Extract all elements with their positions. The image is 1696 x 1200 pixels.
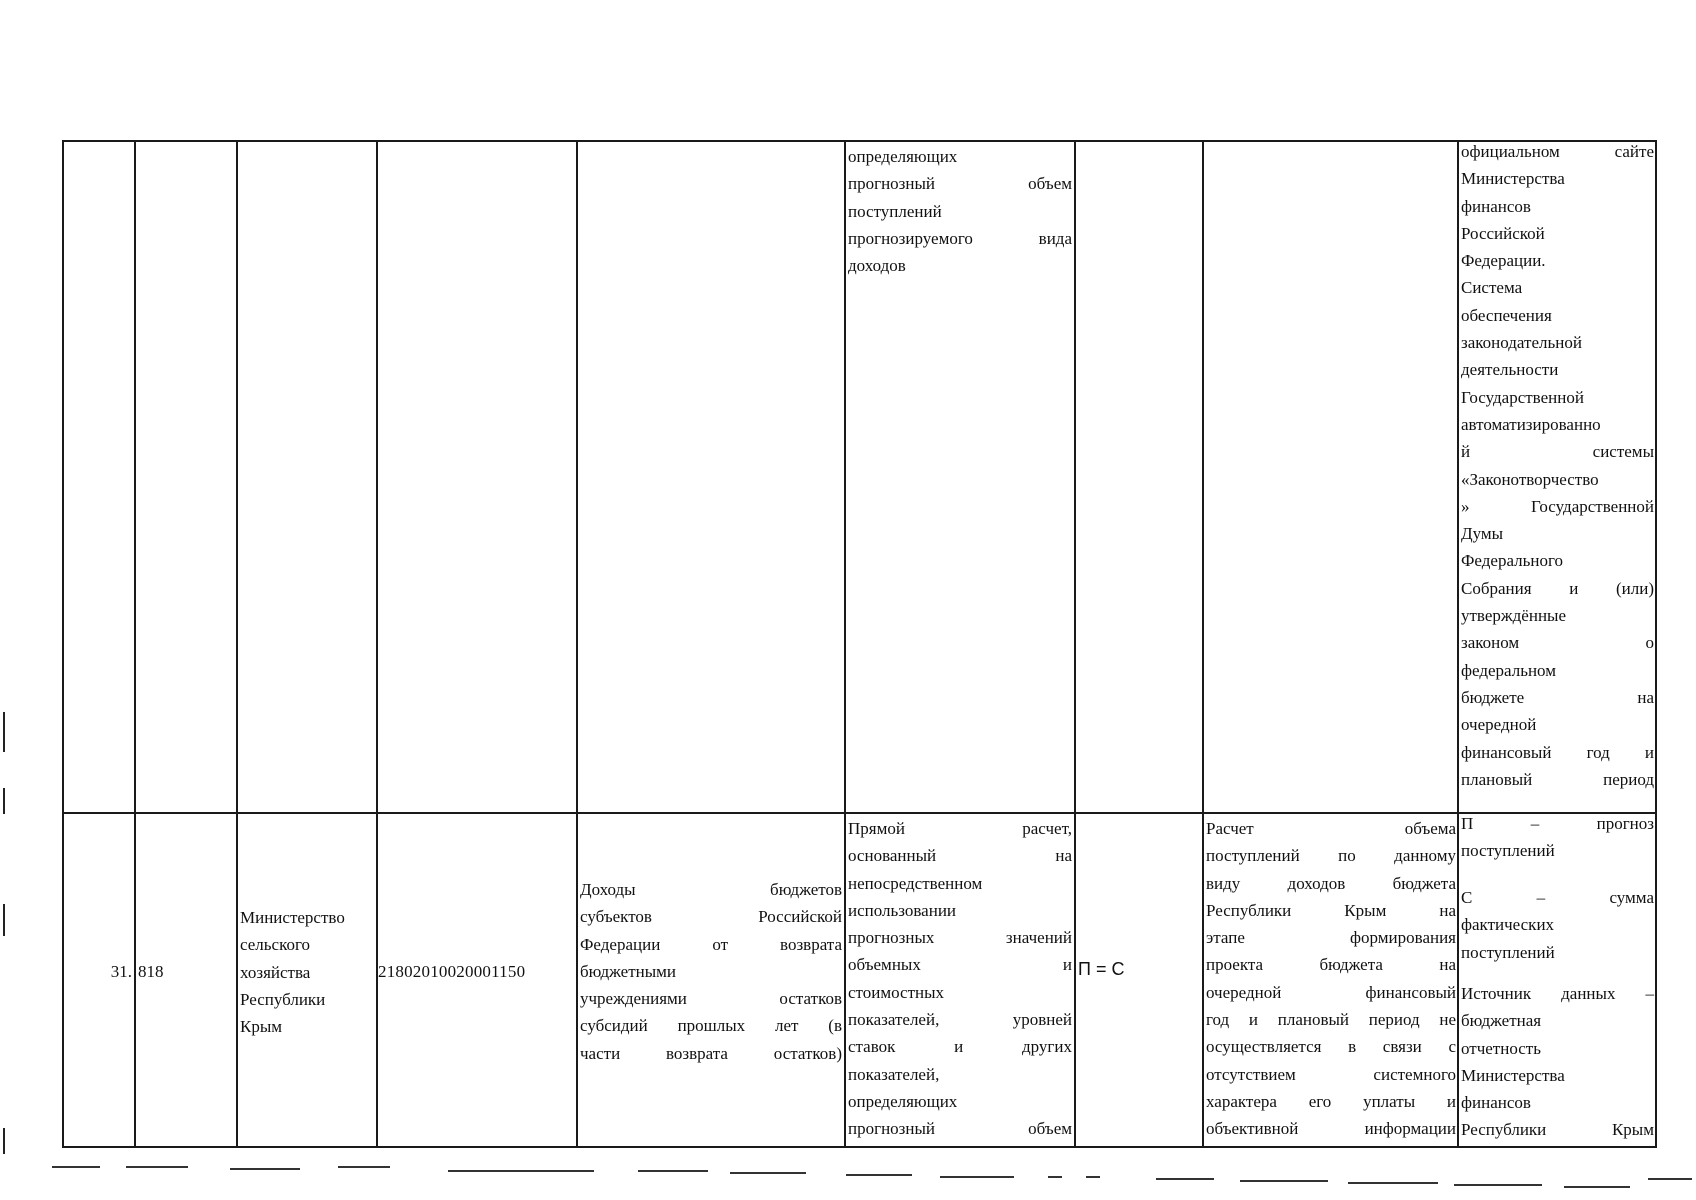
text-line: поступлений (1461, 841, 1555, 861)
scan-artifact (230, 1168, 300, 1170)
text-line: доходов (848, 256, 906, 276)
text-line: очередной (1461, 715, 1537, 735)
indicator-c (1461, 884, 1654, 966)
text-line: бюджетными (580, 961, 677, 981)
text-line: объективной информации (1206, 1119, 1456, 1139)
text-line: определяющих (848, 1091, 958, 1111)
text-line: ставок и других (848, 1037, 1072, 1057)
indicator-p (1461, 810, 1654, 865)
text-line: прогнозируемого вида (848, 228, 1072, 248)
row-number: 31. (110, 962, 132, 981)
text-line: бюджетная (1461, 1011, 1542, 1031)
scan-artifact (638, 1170, 708, 1172)
column-divider (236, 140, 238, 1148)
text-line: » Государственной (1461, 496, 1654, 516)
text-line: автоматизированно (1461, 414, 1601, 434)
text-line: отчетность (1461, 1038, 1541, 1058)
text-line: й системы (1461, 442, 1654, 462)
scan-artifact (52, 1166, 100, 1168)
scan-artifact (1240, 1180, 1328, 1182)
column-divider (1457, 140, 1459, 1148)
text-line: характера его уплаты и (1206, 1091, 1456, 1111)
text-line: очередной финансовый (1206, 982, 1456, 1002)
column-divider (576, 140, 578, 1148)
formula: П = С (1078, 959, 1125, 979)
text-line: поступлений (848, 201, 942, 221)
scan-artifact (3, 904, 5, 936)
text-line: утверждённые (1461, 606, 1567, 626)
scan-artifact (940, 1176, 1014, 1178)
text-line: определяющих (848, 147, 958, 166)
text-line: использовании (848, 900, 957, 920)
text-line: П – прогноз (1461, 814, 1654, 833)
text-line: Прямой расчет, (848, 819, 1072, 838)
text-line: Система (1461, 278, 1523, 298)
admin-code: 818 (138, 962, 164, 981)
table-bottom-border (62, 1146, 1657, 1148)
scan-artifact (1048, 1176, 1062, 1178)
column-divider (62, 140, 64, 1148)
text-line: непосредственном (848, 873, 983, 893)
method-cell-continued (848, 143, 1072, 279)
text-line: Федерации. (1461, 251, 1546, 271)
text-line: Государственной (1461, 387, 1584, 407)
table-top-border (62, 140, 1657, 142)
method-cell (848, 815, 1072, 1143)
text-line: показателей, уровней (848, 1010, 1072, 1030)
column-divider (844, 140, 846, 1148)
scan-artifact (3, 788, 5, 814)
column-divider (1202, 140, 1204, 1148)
text-line: финансовый год и (1461, 742, 1654, 762)
scan-artifact (126, 1166, 188, 1168)
text-line: деятельности (1461, 360, 1559, 380)
scan-artifact (1564, 1186, 1630, 1188)
text-line: прогнозный объем (848, 174, 1072, 194)
scan-artifact (3, 1128, 5, 1154)
text-line: федеральном (1461, 660, 1556, 680)
scan-artifact (3, 712, 5, 752)
text-line: сельского (240, 935, 311, 955)
text-line: прогнозный объем (848, 1119, 1072, 1139)
text-line: Республики Крым на (1206, 900, 1456, 920)
text-line: субъектов Российской (580, 907, 842, 927)
text-line: поступлений по данному (1206, 846, 1456, 866)
text-line: проекта бюджета на (1206, 955, 1456, 975)
text-line: субсидий прошлых лет (в (580, 1016, 842, 1036)
text-line: виду доходов бюджета (1206, 873, 1456, 893)
text-line: Министерство (240, 908, 345, 927)
text-line: осуществляется в связи с (1206, 1037, 1456, 1057)
text-line: Источник данных – (1461, 984, 1654, 1003)
text-line: объемных и (848, 955, 1072, 975)
column-divider (134, 140, 136, 1148)
text-line: Крым (240, 1017, 283, 1037)
text-line: Республики (240, 989, 326, 1009)
text-line: Собрания и (или) (1461, 578, 1654, 598)
text-line: этапе формирования (1206, 928, 1456, 948)
scan-artifact (1156, 1178, 1214, 1180)
source-cell-continued (1461, 138, 1654, 793)
text-line: Федерального (1461, 551, 1564, 571)
column-divider (1655, 140, 1657, 1148)
text-line: поступлений (1461, 942, 1555, 962)
text-line: отсутствием системного (1206, 1064, 1456, 1084)
income-name (580, 876, 842, 1067)
text-line: фактических (1461, 915, 1555, 935)
scan-artifact (1454, 1184, 1542, 1186)
text-line: Думы (1461, 524, 1504, 544)
text-line: Расчет объема (1206, 819, 1456, 838)
text-line: обеспечения (1461, 305, 1552, 325)
scan-artifact (338, 1166, 390, 1168)
text-line: части возврата остатков) (580, 1043, 842, 1063)
admin-name (240, 904, 374, 1040)
text-line: законодательной (1461, 333, 1582, 353)
scan-artifact (1648, 1178, 1692, 1180)
text-line: официальном сайте (1461, 142, 1654, 161)
text-line: хозяйства (240, 962, 311, 982)
text-line: основанный на (848, 846, 1072, 866)
text-line: плановый период (1461, 769, 1654, 789)
text-line: Министерства (1461, 169, 1565, 189)
text-line: Российской (1461, 223, 1545, 243)
text-line: Республики Крым (1461, 1120, 1654, 1140)
text-line: бюджете на (1461, 687, 1654, 707)
algorithm-cell (1206, 815, 1456, 1143)
scan-artifact (730, 1172, 806, 1174)
column-divider (376, 140, 378, 1148)
text-line: финансов (1461, 1093, 1531, 1113)
text-line: законом о (1461, 633, 1654, 653)
text-line: «Законотворчество (1461, 469, 1599, 489)
text-line: стоимостных (848, 982, 945, 1002)
kbk-code: 21802010020001150 (378, 962, 526, 981)
text-line: прогнозных значений (848, 928, 1072, 948)
text-line: Министерства (1461, 1065, 1565, 1085)
data-source (1461, 980, 1654, 1144)
scan-artifact (1348, 1182, 1438, 1184)
text-line: финансов (1461, 196, 1531, 216)
scan-artifact (448, 1170, 594, 1172)
row-separator (62, 812, 1657, 814)
text-line: Федерации от возврата (580, 934, 842, 954)
text-line: учреждениями остатков (580, 989, 842, 1009)
scan-artifact (846, 1174, 912, 1176)
text-line: С – сумма (1461, 888, 1654, 907)
scan-artifact (1086, 1176, 1100, 1178)
text-line: показателей, (848, 1064, 940, 1084)
column-divider (1074, 140, 1076, 1148)
text-line: год и плановый период не (1206, 1010, 1456, 1030)
text-line: Доходы бюджетов (580, 880, 842, 899)
